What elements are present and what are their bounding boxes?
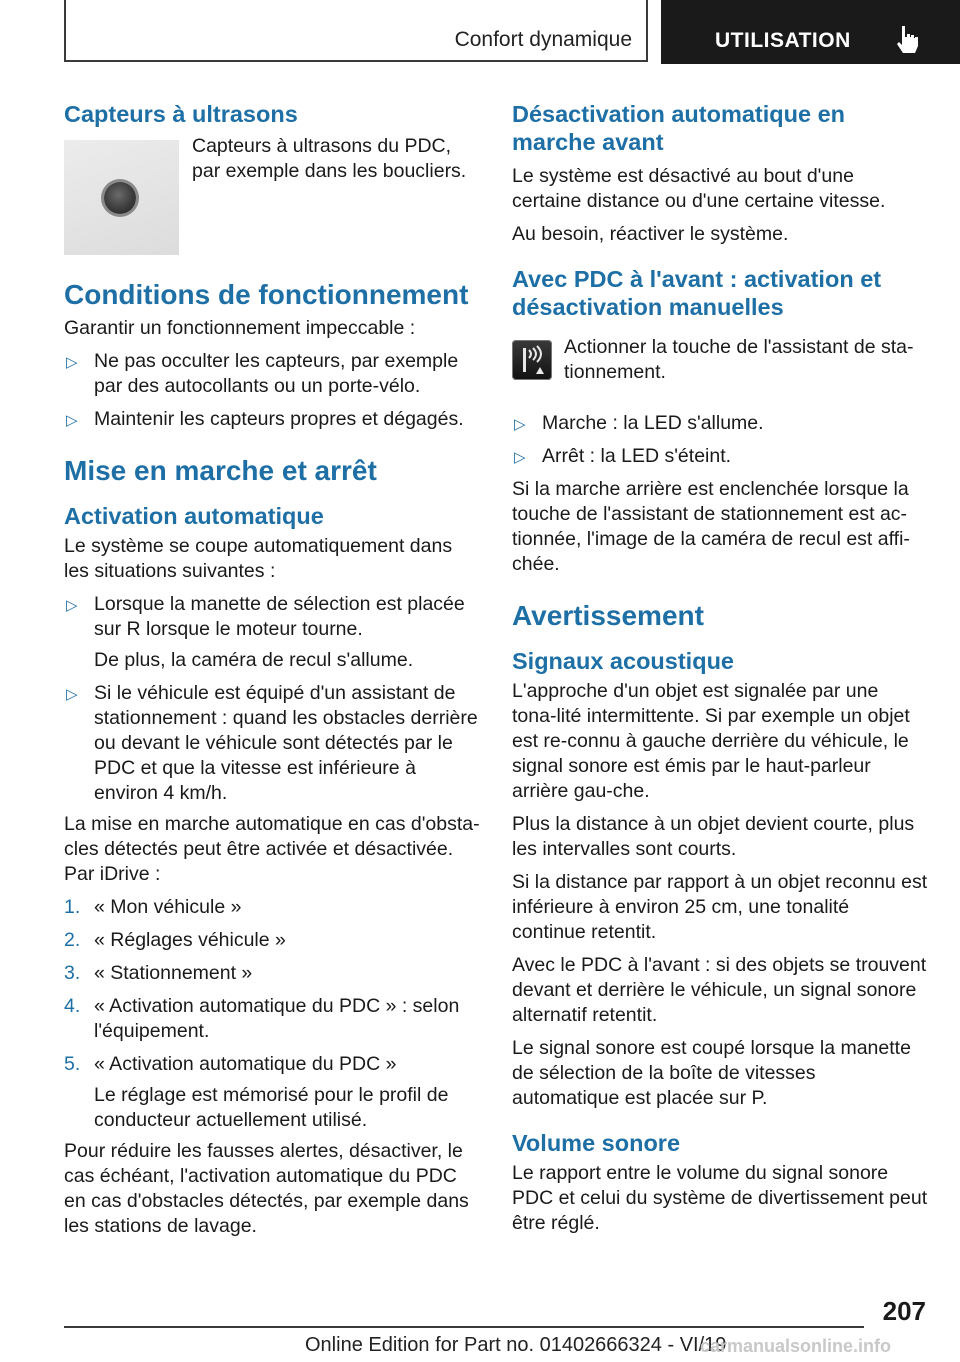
footer-rule bbox=[64, 1326, 864, 1328]
step-item: 3. « Stationnement » bbox=[64, 962, 253, 984]
list-item: ▷ Maintenir les capteurs propres et dégagés. bbox=[64, 407, 480, 432]
ultrasonic-text: Capteurs à ultrasons du PDC, par exemple dans les boucliers. bbox=[192, 135, 467, 182]
triangle-bullet-icon: ▷ bbox=[66, 597, 78, 614]
step-item: 4. « Activation automatique du PDC » : selon l'équipement. bbox=[64, 995, 460, 1042]
idrive-steps bbox=[64, 895, 480, 1133]
auto-activation-list bbox=[64, 592, 480, 806]
page-number: 207 bbox=[882, 1296, 926, 1326]
list-item: ▷ Ne pas occulter les capteurs, par exemple par des autocollants ou un porte-vélo. bbox=[66, 350, 459, 397]
acoustic-text-3: Si la distance par rapport à un objet reconnu est inférieure à environ 25 cm, une tonalité continue retentit. bbox=[512, 871, 928, 943]
deactivation-heading: Désactivation automatique en marche avant bbox=[512, 101, 845, 155]
list-item: ▷ Lorsque la manette de sélection est placée sur R lorsque le moteur tourne. De plus, la caméra de recul s'allume. bbox=[66, 593, 465, 671]
hand-pointer-icon bbox=[893, 24, 919, 54]
deactivation-text: Le système est désactivé au bout d'une certaine distance ou d'une certaine vitesse. bbox=[512, 165, 886, 212]
triangle-bullet-icon: ▷ bbox=[66, 686, 78, 703]
volume-heading: Volume sonore bbox=[512, 1130, 681, 1156]
conditions-intro: Garantir un fonctionnement impeccable : bbox=[64, 317, 416, 339]
triangle-bullet-icon: ▷ bbox=[66, 354, 78, 371]
section-tab bbox=[64, 0, 648, 62]
obstacles-text: La mise en marche automatique en cas d'obsta‐cles détectés peut être activée et désactivée. Par iDrive : bbox=[64, 813, 480, 885]
right-column bbox=[512, 100, 928, 1236]
section-title: Confort dynamique bbox=[454, 28, 632, 51]
conditions-list bbox=[64, 349, 480, 432]
volume-text: Le rapport entre le volume du signal sonore PDC et celui du système de divertissement peut être réglé. bbox=[512, 1162, 928, 1234]
chapter-tab bbox=[661, 0, 960, 64]
conditions-heading: Conditions de fonctionnement bbox=[64, 279, 469, 310]
list-item: ▷ Si le véhicule est équipé d'un assistant de stationnement : quand les obstacles derrière ou devant le véhicule sont détectés par le PDC et que la vitesse est inférieure à environ 4 km/h. bbox=[66, 682, 478, 804]
pdc-button-figure bbox=[512, 335, 928, 403]
watermark: carmanualsonline.info bbox=[700, 1336, 892, 1356]
triangle-bullet-icon: ▷ bbox=[514, 449, 526, 466]
warning-heading: Avertissement bbox=[512, 600, 704, 631]
edition-text: Online Edition for Part no. 01402666324 - VI/19 bbox=[305, 1334, 727, 1356]
auto-activation-intro: Le système se coupe automatiquement dans les situations suivantes : bbox=[64, 535, 453, 582]
false-alarm-text: Pour réduire les fausses alertes, désactiver, le cas échéant, l'activation automatique du PDC en cas d'obstacles détectés, par exemple dans les stations de lavage. bbox=[64, 1140, 469, 1237]
step-item: 2. « Réglages véhicule » bbox=[64, 929, 286, 951]
acoustic-text-1: L'approche d'un objet est signalée par une tona‐lité intermittente. Si par exemple un objet est re‐connu à gauche derrière du véhicule, le signal sonore est émis par le haut-parleur arrière gau‐che. bbox=[512, 680, 910, 802]
auto-activation-heading: Activation automatique bbox=[64, 503, 324, 529]
chapter-title: UTILISATION bbox=[715, 29, 851, 52]
acoustic-text-4: Avec le PDC à l'avant : si des objets se trouvent devant et derrière le véhicule, un signal sonore alternatif retentit. bbox=[512, 954, 927, 1026]
list-item: ▷ Arrêt : la LED s'éteint. bbox=[512, 444, 928, 469]
step-item: 1. « Mon véhicule » bbox=[64, 896, 242, 918]
front-pdc-heading: Avec PDC à l'avant : activation et désactivation manuelles bbox=[512, 266, 882, 320]
onoff-heading: Mise en marche et arrêt bbox=[64, 455, 377, 486]
step-item: 5. « Activation automatique du PDC » Le réglage est mémorisé pour le profil de conducteur actuellement utilisé. bbox=[64, 1053, 449, 1131]
parking-assistant-button-icon bbox=[512, 340, 552, 380]
reverse-camera-text: Si la marche arrière est enclenchée lorsque la touche de l'assistant de stationnement est ac‐tionnée, l'image de la caméra de recul est affi‐chée. bbox=[512, 478, 910, 575]
acoustic-heading: Signaux acoustique bbox=[512, 648, 734, 674]
sensor-icon bbox=[104, 182, 136, 214]
acoustic-text-2: Plus la distance à un objet devient courte, plus les intervalles sont courts. bbox=[512, 813, 915, 860]
ultrasonic-figure bbox=[64, 134, 480, 252]
list-item: ▷ Marche : la LED s'allume. bbox=[512, 411, 928, 436]
front-pdc-text: Actionner la touche de l'assistant de sta‐tionnement. bbox=[564, 336, 914, 383]
triangle-bullet-icon: ▷ bbox=[514, 416, 526, 433]
sensor-image bbox=[64, 140, 179, 255]
acoustic-text-5: Le signal sonore est coupé lorsque la manette de sélection de la boîte de vitesses automatique est placée sur P. bbox=[512, 1037, 911, 1109]
reactivate-text: Au besoin, réactiver le système. bbox=[512, 223, 789, 245]
triangle-bullet-icon: ▷ bbox=[66, 412, 78, 429]
ultrasonic-heading: Capteurs à ultrasons bbox=[64, 101, 298, 127]
led-list bbox=[512, 411, 928, 469]
left-column bbox=[64, 100, 480, 1239]
page-header bbox=[64, 0, 960, 64]
